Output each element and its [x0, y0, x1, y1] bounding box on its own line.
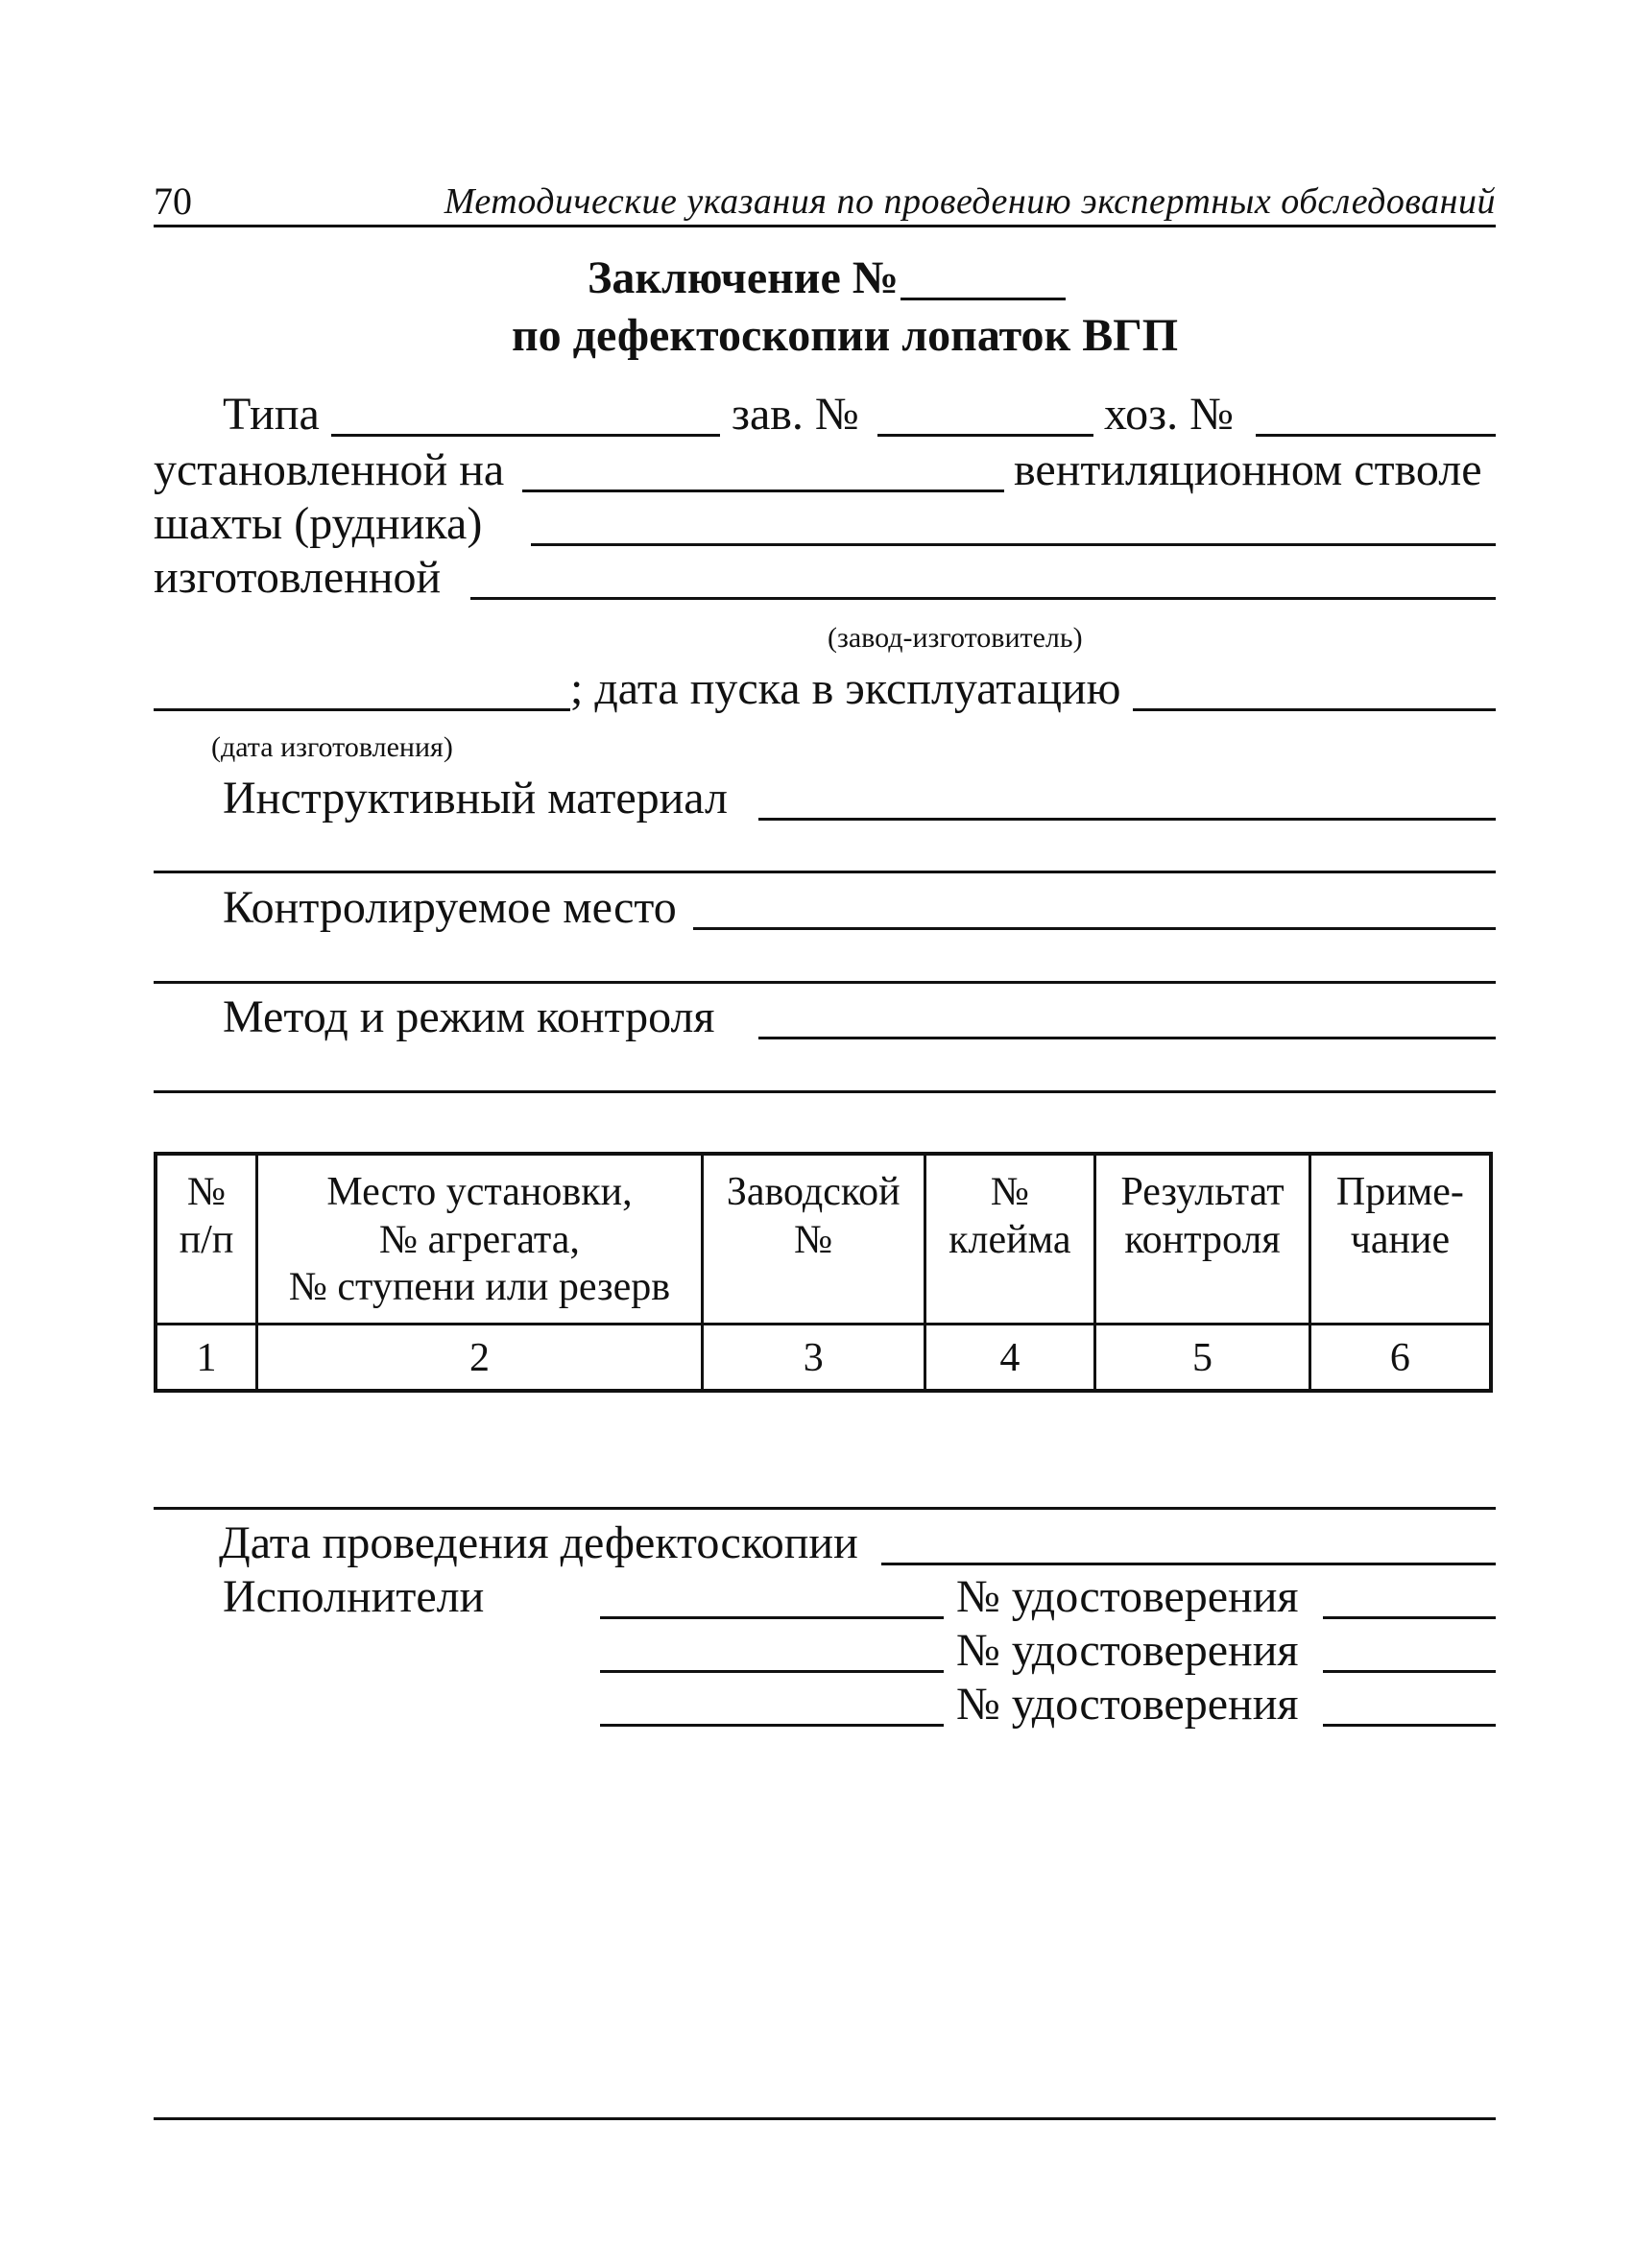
installed-on-blank[interactable] [522, 489, 1004, 492]
certificate-3-blank[interactable] [1323, 1724, 1496, 1727]
header-divider [154, 225, 1496, 227]
column-number-cell: 1 [156, 1325, 257, 1392]
household-no-label: хоз. № [1104, 389, 1234, 440]
executors-label: Исполнители [223, 1571, 485, 1622]
running-title: Методические указания по проведению экспертных обследований [444, 181, 1496, 222]
instructive-material-label: Инструктивный материал [223, 773, 728, 824]
manufacturer-caption: (завод-изготовитель) [828, 622, 1083, 654]
certificate-1-blank[interactable] [1323, 1616, 1496, 1619]
factory-no-blank[interactable] [877, 434, 1093, 437]
executor-2-blank[interactable] [600, 1670, 944, 1673]
page-number: 70 [154, 179, 192, 223]
title-number-blank[interactable] [901, 298, 1066, 300]
header-install-place: Место установки, № агрегата, № ступени или резерв [257, 1154, 703, 1325]
installed-on-label: установленной на [154, 444, 505, 495]
header-row-number: № п/п [156, 1154, 257, 1325]
instructive-material-blank[interactable] [758, 818, 1496, 821]
commission-date-blank[interactable] [1133, 708, 1496, 711]
certificate-2-blank[interactable] [1323, 1670, 1496, 1673]
header-control-result: Результат контроля [1095, 1154, 1310, 1325]
column-number-cell: 5 [1095, 1325, 1310, 1392]
document-title-line2: по дефектоскопии лопаток ВГП [512, 310, 1179, 361]
certificate-2-label: № удостоверения [956, 1625, 1299, 1676]
household-no-blank[interactable] [1256, 434, 1496, 437]
manufacturer-blank[interactable] [470, 597, 1496, 600]
column-number-cell: 6 [1309, 1325, 1491, 1392]
section-divider [154, 1507, 1496, 1510]
document-title-line1 [588, 252, 899, 303]
type-label: Типа [223, 389, 320, 440]
header-factory-number: Заводской № [702, 1154, 925, 1325]
executor-1-blank[interactable] [600, 1616, 944, 1619]
manufacture-date-caption: (дата изготовления) [211, 731, 453, 763]
type-blank[interactable] [331, 434, 720, 437]
footer-divider [154, 2117, 1496, 2120]
controlled-place-blank[interactable] [693, 927, 1496, 930]
certificate-3-label: № удостоверения [956, 1679, 1299, 1730]
title-number-label: Заключение № [588, 252, 899, 303]
column-number-cell: 2 [257, 1325, 703, 1392]
controlled-place-blank-2[interactable] [154, 981, 1496, 984]
column-number-row [156, 1325, 1491, 1392]
factory-no-label: зав. № [732, 389, 859, 440]
method-blank[interactable] [758, 1037, 1496, 1039]
controlled-place-label: Контролируемое место [223, 882, 677, 933]
executor-3-blank[interactable] [600, 1724, 944, 1727]
inspection-date-label: Дата проведения дефектоскопии [219, 1517, 858, 1568]
commission-date-label: ; дата пуска в эксплуатацию [570, 663, 1121, 714]
manufactured-label: изготовленной [154, 552, 442, 603]
header-note: Приме- чание [1309, 1154, 1491, 1325]
inspection-date-blank[interactable] [881, 1563, 1496, 1565]
header-stamp-number: № клейма [925, 1154, 1095, 1325]
table-header-row [156, 1154, 1491, 1325]
instructive-material-blank-2[interactable] [154, 871, 1496, 873]
method-label: Метод и режим контроля [223, 991, 715, 1042]
certificate-1-label: № удостоверения [956, 1571, 1299, 1622]
mine-label: шахты (рудника) [154, 498, 483, 549]
column-number-cell: 4 [925, 1325, 1095, 1392]
mine-blank[interactable] [531, 543, 1496, 546]
vent-shaft-label: вентиляционном стволе [1014, 444, 1482, 495]
manufacture-date-blank[interactable] [154, 708, 570, 711]
method-blank-2[interactable] [154, 1090, 1496, 1093]
column-number-cell: 3 [702, 1325, 925, 1392]
inspection-table [154, 1152, 1493, 1393]
